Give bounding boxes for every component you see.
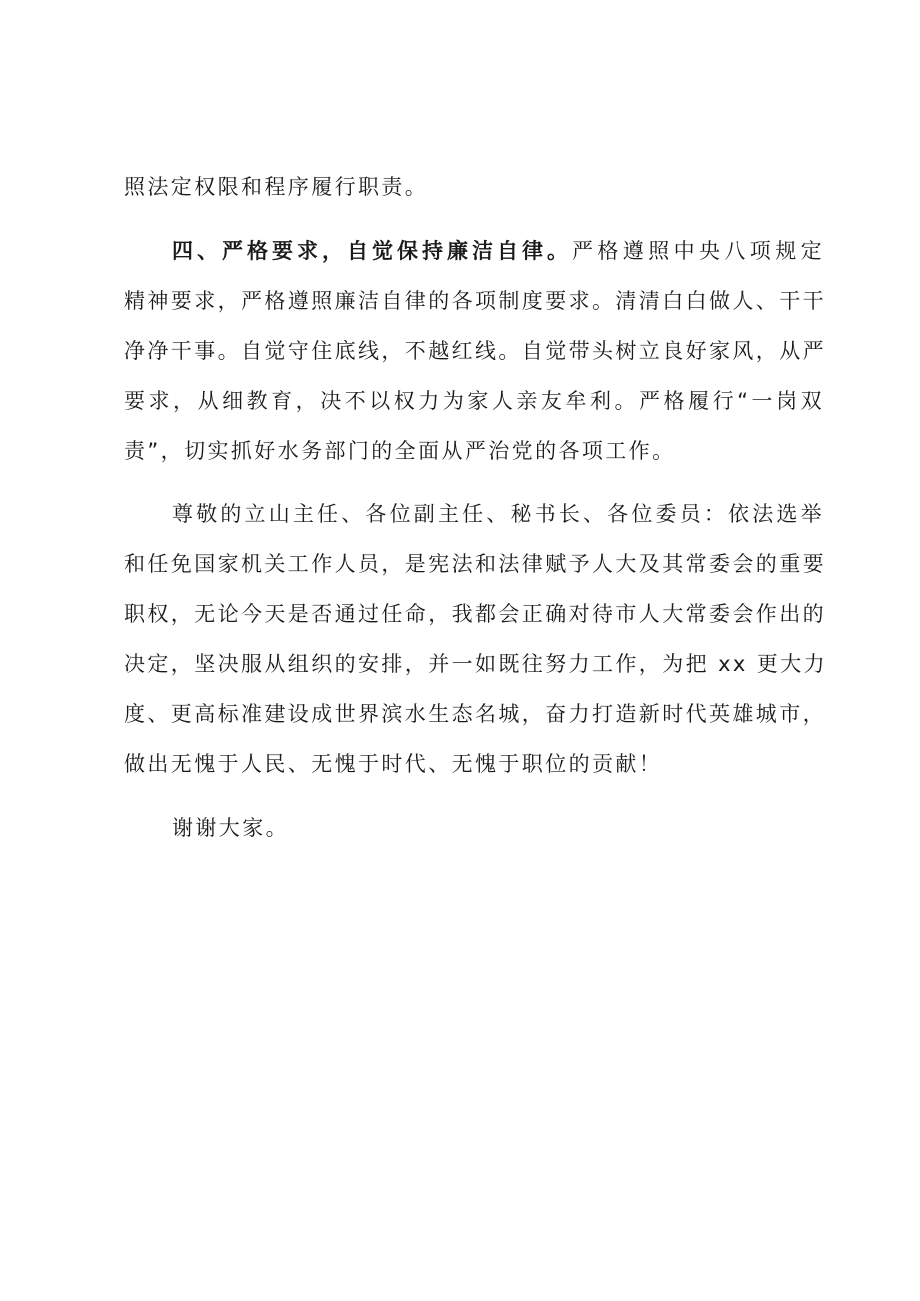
closing-paragraph-line: 和任免国家机关工作人员，是宪法和法律赋予人大及其常委会的重要 — [124, 552, 826, 576]
closing-paragraph-line: 决定，坚决服从组织的安排，并一如既往努力工作，为把 xx 更大力 — [124, 652, 828, 676]
section-four-first-line — [172, 236, 824, 266]
closing-paragraph-line: 做出无愧于人民、无愧于时代、无愧于职位的贡献！ — [124, 752, 663, 776]
closing-paragraph-line: 职权，无论今天是否通过任命，我都会正确对待市人大常委会作出的 — [124, 602, 826, 626]
closing-paragraph-line: 度、更高标准建设成世界滨水生态名城，奋力打造新时代英雄城市， — [124, 702, 826, 726]
thanks-line: 谢谢大家。 — [172, 816, 289, 840]
section-four-line: 精神要求，严格遵照廉洁自律的各项制度要求。清清白白做人、干干 — [124, 289, 826, 313]
section-four-line: 要求，从细教育，决不以权力为家人亲友牟利。严格履行“一岗双 — [124, 389, 824, 413]
section-four-heading: 四、严格要求，自觉保持廉洁自律。 — [172, 239, 572, 263]
closing-paragraph-line: 尊敬的立山主任、各位副主任、秘书长、各位委员：依法选举 — [172, 502, 824, 526]
section-four-line: 净净干事。自觉守住底线，不越红线。自觉带头树立良好家风，从严 — [124, 339, 826, 363]
carryover-line: 照法定权限和程序履行职责。 — [124, 175, 429, 199]
section-four-first-line-text: 严格遵照中央八项规定 — [572, 239, 824, 263]
section-four-line: 责”，切实抓好水务部门的全面从严治党的各项工作。 — [124, 439, 676, 463]
